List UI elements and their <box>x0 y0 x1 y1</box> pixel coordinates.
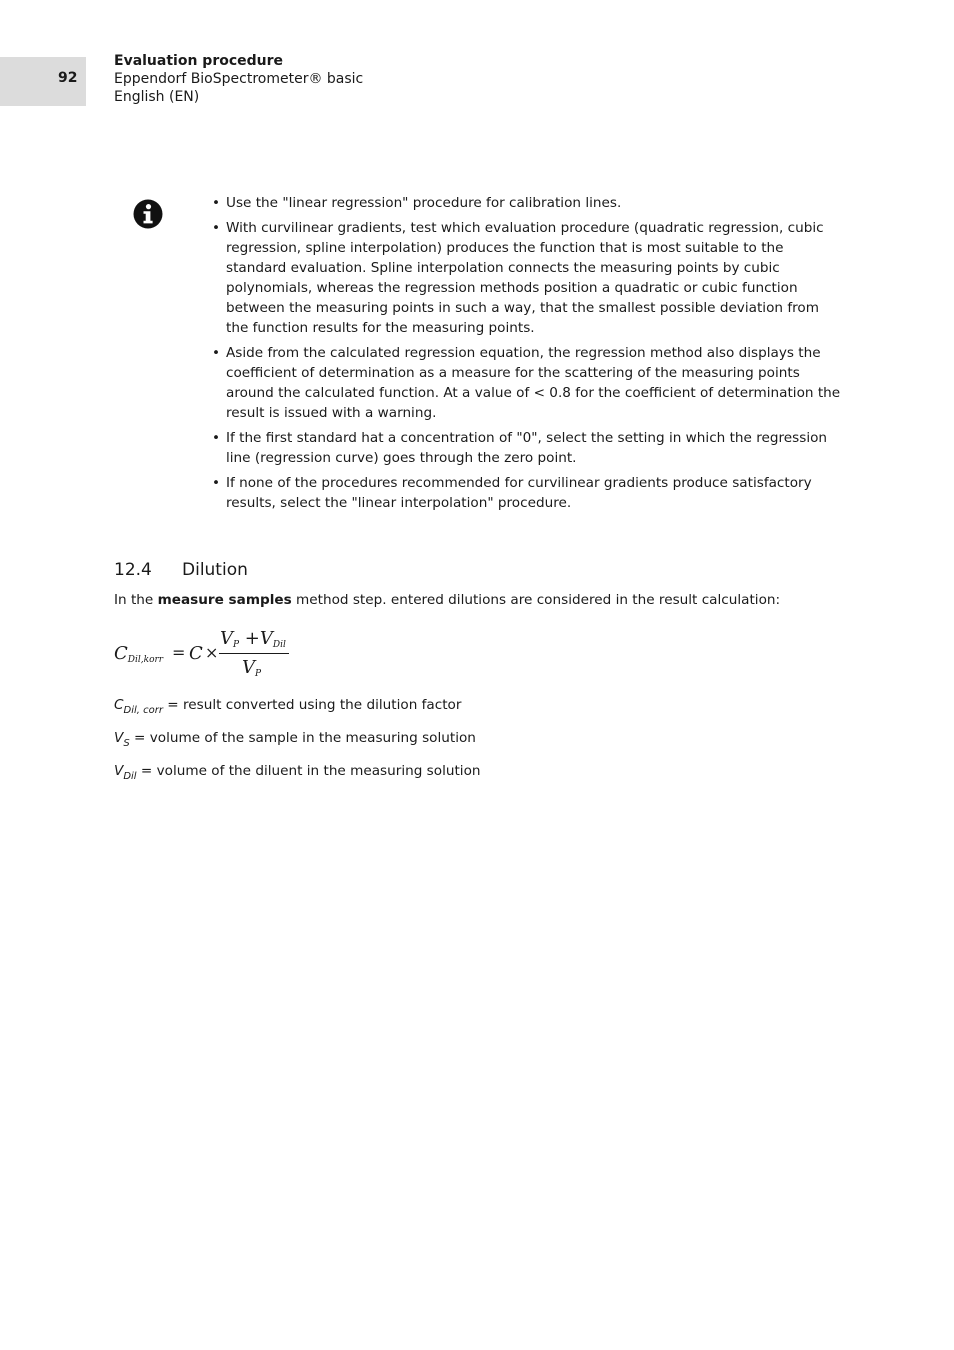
formula-denominator <box>242 657 261 679</box>
list-item-text: If none of the procedures recommended for curvilinear gradients produce satisfactory results, select the "linear interpolation" procedure. <box>226 475 812 511</box>
symbol-subscript: Dil <box>123 771 137 782</box>
list-item <box>212 343 842 423</box>
formula-plus: + <box>244 628 260 649</box>
bullet-marker: • <box>212 345 221 361</box>
section-heading <box>114 559 248 581</box>
definition-symbol <box>114 697 163 716</box>
formula-subscript: P <box>255 669 262 679</box>
fraction-bar <box>219 653 289 654</box>
formula-equals: = <box>172 643 186 662</box>
list-item <box>212 428 842 468</box>
bullet-marker: • <box>212 430 221 446</box>
bullet-marker: • <box>212 220 221 236</box>
running-header <box>114 52 363 106</box>
section-number: 12.4 <box>114 560 152 581</box>
list-item-text: Use the "linear regression" procedure for calibration lines. <box>226 195 622 211</box>
symbol-subscript: S <box>123 738 130 749</box>
definition-text: = result converted using the dilution factor <box>162 697 462 713</box>
list-item <box>212 193 842 213</box>
definition-row <box>114 695 461 721</box>
symbol-letter: V <box>114 730 124 746</box>
list-item-text: Aside from the calculated regression equation, the regression method also displays the coefficient of determination as a measure for the scattering of the measuring points around the calculated function. At a value of < 0.8 for the coefficient of determination the result is issued with a warning. <box>226 345 841 421</box>
intro-paragraph <box>114 590 854 610</box>
formula-symbol: C <box>114 643 128 664</box>
formula-symbol: V <box>242 657 255 678</box>
intro-text: In the <box>114 592 158 608</box>
formula-numerator <box>220 628 286 650</box>
bullet-marker: • <box>212 475 221 491</box>
definition-row <box>114 728 476 754</box>
chapter-title: Evaluation procedure <box>114 53 284 69</box>
bullet-marker: • <box>212 195 221 211</box>
formula-subscript: P <box>233 640 240 650</box>
list-item <box>212 473 842 513</box>
definition-row <box>114 761 481 787</box>
symbol-letter: V <box>114 763 124 779</box>
definition-text: = volume of the diluent in the measuring solution <box>136 763 481 779</box>
dilution-formula <box>114 628 314 686</box>
note-list <box>212 193 842 518</box>
intro-bold-term: measure samples <box>157 592 292 608</box>
list-item <box>212 218 842 338</box>
formula-times: × <box>205 643 219 662</box>
definition-symbol <box>114 730 130 749</box>
formula-c: C <box>189 643 203 664</box>
formula-symbol: V <box>220 628 233 649</box>
list-item-text: If the first standard hat a concentration of "0", select the setting in which the regression line (regression curve) goes through the zero point. <box>226 430 828 466</box>
definition-text: = volume of the sample in the measuring solution <box>129 730 476 746</box>
section-title: Dilution <box>182 560 248 581</box>
formula-lhs <box>114 643 163 665</box>
language-label: English (EN) <box>114 89 200 105</box>
intro-text: method step. entered dilutions are considered in the result calculation: <box>291 592 781 608</box>
formula-subscript: Dil <box>272 640 286 650</box>
product-name: Eppendorf BioSpectrometer® basic <box>114 71 364 87</box>
formula-symbol: V <box>259 628 273 649</box>
formula-subscript: Dil,korr <box>127 655 164 665</box>
symbol-subscript: Dil, corr <box>123 705 163 716</box>
list-item-text: With curvilinear gradients, test which evaluation procedure (quadratic regression, cubic regression, spline interpolation) produces the function that is most suitable to the standard evaluation. Spline interpolation connects the measuring points by cubic polynomials, whereas the regression methods position a quadratic or cubic function between the measuring points in such a way, that the smallest possible deviation from the function results for the measuring points. <box>226 220 824 336</box>
page-number: 92 <box>58 70 78 86</box>
info-icon <box>133 199 163 229</box>
definition-symbol <box>114 763 137 782</box>
symbol-letter: C <box>114 697 124 713</box>
